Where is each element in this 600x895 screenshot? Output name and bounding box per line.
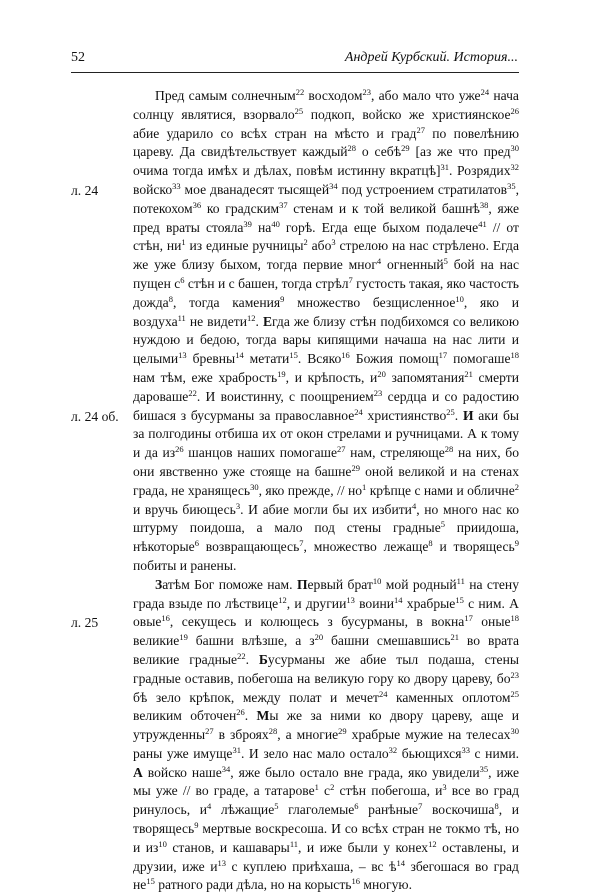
footnote-marker: 29: [338, 726, 347, 737]
text-run: , иже мы уже // во граде, а татарове: [133, 764, 519, 799]
text-run: лѣжащие: [211, 802, 275, 818]
text-run: .: [245, 651, 259, 667]
text-run: множество безщисленное: [284, 294, 456, 310]
margin-note-folio: л. 24: [71, 183, 99, 198]
text-run: бой на нас пущен с: [133, 257, 519, 291]
footnote-marker: 8: [168, 293, 173, 304]
text-run: из единые ручницы: [185, 238, 304, 254]
text-run: Пред самым солнечным: [155, 88, 296, 103]
text-run: , яко и воздуха: [133, 294, 519, 329]
text-run: атѣм Бог поможе нам.: [162, 576, 297, 592]
text-run: подкоп, войско же християнское: [303, 106, 511, 122]
footnote-marker: 5: [443, 256, 448, 267]
text-run: возвращающесь: [198, 539, 300, 555]
text-run: нам тѣм, еже храбрость: [133, 369, 278, 385]
footnote-marker: 39: [243, 218, 252, 229]
text-run: стенам и к той великой башнѣ: [287, 200, 480, 216]
footnote-marker: 15: [289, 350, 298, 361]
footnote-marker: 16: [161, 613, 170, 624]
text-run: , и другии: [286, 595, 347, 611]
footnote-marker: 6: [180, 274, 185, 285]
footnote-marker: 11: [177, 312, 186, 323]
text-run: // от стѣн, ни: [133, 219, 519, 254]
text-run: або: [307, 238, 332, 254]
text-run: густость такая, яко частость дожда: [133, 275, 520, 310]
text-run: , яко прежде, // но: [258, 482, 363, 498]
bold-initial: М: [256, 708, 270, 724]
footnote-marker: 26: [175, 444, 184, 455]
footnote-marker: 7: [418, 801, 423, 812]
margin-note-folio: л. 24 об.: [71, 409, 119, 424]
footnote-marker: 33: [461, 744, 470, 755]
text-run: воскочиша: [422, 802, 495, 818]
text-run: , и иже были у конех: [298, 839, 429, 855]
footnote-marker: 41: [478, 218, 487, 229]
footnote-marker: 12: [247, 312, 256, 323]
text-run: очима тогда имѣх и дѣлах, повѣм истинну вкратцѣ]: [133, 163, 441, 179]
bold-initial: Б: [258, 651, 268, 667]
footnote-marker: 3: [442, 782, 447, 793]
text-run: в зброях: [213, 727, 269, 743]
text-run: . Розрядих: [449, 163, 511, 179]
text-run: все во град ринулось, и: [133, 783, 519, 818]
text-run: нам, стреляюще: [345, 445, 445, 461]
footnote-marker: 6: [354, 801, 359, 812]
footnote-marker: 28: [347, 143, 357, 154]
footnote-marker: 40: [271, 218, 280, 229]
margin-note-folio: л. 25: [71, 615, 99, 630]
footnote-marker: 25: [446, 406, 455, 417]
footnote-marker: 24: [378, 688, 388, 699]
footnote-marker: 23: [510, 669, 519, 680]
footnote-marker: 38: [479, 199, 489, 210]
text-run: войско наше: [142, 764, 222, 780]
text-run: станов, и кашавары: [166, 839, 290, 855]
footnote-marker: 26: [236, 707, 245, 718]
paragraph: [133, 576, 519, 895]
footnote-marker: 32: [388, 744, 398, 755]
footnote-marker: 12: [278, 594, 287, 605]
footnote-marker: 14: [396, 857, 405, 868]
text-run: башни смешавшись: [323, 633, 451, 649]
text-run: збегошася во град не: [133, 858, 519, 893]
text-run: Божия помощ: [349, 351, 439, 367]
footnote-marker: 7: [348, 274, 353, 285]
footnote-marker: 13: [217, 857, 226, 868]
footnote-marker: 29: [351, 462, 360, 473]
footnote-marker: 20: [377, 368, 386, 379]
footnote-marker: 18: [510, 613, 519, 624]
text-run: [аз же что пред: [409, 144, 511, 160]
footnote-marker: 10: [455, 293, 464, 304]
bold-initial: Е: [262, 313, 273, 329]
footnote-marker: 37: [279, 199, 288, 210]
footnote-marker: 13: [178, 350, 187, 361]
footnote-marker: 15: [455, 594, 464, 605]
text-run: побиты и ранены.: [133, 557, 237, 573]
footnote-marker: 31: [440, 162, 450, 173]
text-run: мертвые воскресоша. И со всѣх стран не токмо тѣ, но и из: [133, 821, 519, 855]
text-run: храбрые: [402, 595, 456, 611]
text-run: глаголемые: [278, 802, 355, 818]
footnote-marker: 1: [362, 481, 367, 492]
text-run: на них, бо они явственно уже стояще на башне: [133, 445, 519, 479]
footnote-marker: 3: [331, 237, 336, 248]
footnote-marker: 9: [280, 293, 285, 304]
footnote-marker: 5: [440, 519, 445, 530]
footnote-marker: 14: [235, 350, 244, 361]
text-run: с: [318, 783, 331, 799]
text-run: . И абие могли бы их избити: [240, 501, 412, 517]
footnote-marker: 17: [464, 613, 473, 624]
footnote-marker: 36: [192, 199, 202, 210]
footnote-marker: 25: [294, 105, 304, 116]
text-run: о себѣ: [356, 144, 402, 160]
footnote-marker: 20: [314, 632, 324, 643]
footnote-marker: 4: [207, 801, 212, 812]
paragraph: [133, 87, 519, 576]
footnote-marker: 24: [354, 406, 363, 417]
footnote-marker: 9: [194, 820, 199, 831]
text-run: восходом: [304, 88, 363, 103]
text-run: с ним. А овые: [133, 595, 519, 630]
text-run: войско: [133, 181, 173, 197]
text-run: крѣпце с нами и обличне: [366, 482, 515, 498]
footnote-marker: 18: [510, 350, 519, 361]
text-run: , а многие: [277, 727, 339, 743]
text-run: помогаше: [447, 351, 511, 367]
bold-initial: З: [155, 576, 163, 592]
footnote-marker: 30: [510, 726, 519, 737]
footnote-marker: 11: [456, 575, 465, 586]
footnote-marker: 30: [250, 481, 259, 492]
footnote-marker: 9: [514, 538, 519, 549]
text-run: , тогда камения: [172, 294, 281, 310]
text-run: , и творящесь: [133, 802, 519, 837]
bold-initial: И: [462, 407, 474, 423]
text-run: оные: [472, 614, 511, 630]
text-run: оставлены, и друзии, иже и: [133, 839, 520, 874]
text-run: стѣн побегоша, и: [334, 783, 443, 799]
footnote-marker: 12: [428, 838, 437, 849]
text-run: башни влѣзше, а з: [187, 633, 315, 649]
footnote-marker: 22: [188, 387, 197, 398]
footnote-marker: 14: [394, 594, 403, 605]
footnote-marker: 2: [514, 481, 519, 492]
text-run: нача солнцу являтися, взорвало: [133, 88, 519, 122]
footnote-marker: 27: [416, 124, 425, 135]
text-run: сердца и со радостию бишася з бусурманы за православное: [133, 388, 519, 423]
text-run: .: [244, 708, 257, 724]
text-run: ранѣные: [358, 802, 419, 818]
text-run: великим обточен: [133, 708, 237, 724]
footnote-marker: 13: [346, 594, 355, 605]
text-run: , яже было остало вне града, яко увидели: [230, 764, 480, 780]
text-run: абие ударило со всѣх стран на мѣсто и град: [133, 125, 417, 141]
footnote-marker: 1: [314, 782, 319, 793]
footnote-marker: 34: [221, 763, 231, 774]
text-run: шанцов наших помогаше: [183, 445, 338, 461]
text-run: бревны: [186, 351, 236, 367]
bold-initial: П: [296, 576, 308, 592]
footnote-marker: 27: [337, 444, 346, 455]
footnote-marker: 25: [510, 688, 519, 699]
footnote-marker: 2: [330, 782, 335, 793]
footnote-marker: 28: [444, 444, 454, 455]
text-run: ко градским: [201, 200, 280, 216]
footnote-marker: 19: [179, 632, 188, 643]
text-run: оной великой и на стенах града, не хранящесь: [133, 463, 520, 498]
text-run: , и крѣпость, и: [285, 369, 378, 385]
footnote-marker: 5: [274, 801, 279, 812]
text-run: усурманы же абие тыл подаша, стены градные оставив, побегоша на великую гору ко двору цареву, бо: [133, 651, 519, 686]
text-run: раны уже имуще: [133, 745, 233, 761]
text-run: по повелѣнию цареву. Да свидѣтельствует каждый: [133, 125, 519, 160]
footnote-marker: 24: [480, 87, 490, 97]
footnote-marker: 8: [428, 538, 433, 549]
text-run: великие: [133, 633, 180, 649]
text-run: приидоша, нѣкоторые: [133, 520, 520, 555]
footnote-marker: 22: [295, 87, 305, 97]
text-run: , секущесь и колющесь з бусурманы, в вокна: [169, 614, 465, 630]
footnote-marker: 4: [411, 500, 417, 511]
footnote-marker: 17: [438, 350, 448, 361]
footnote-marker: 27: [205, 726, 214, 737]
text-run: во врата великие градные: [133, 633, 519, 667]
footnote-marker: 16: [351, 876, 360, 887]
text-run: , множество лежаще: [303, 539, 429, 555]
footnote-marker: 29: [401, 143, 410, 154]
text-run: . И воистинну, с поощрением: [196, 388, 374, 404]
footnote-marker: 21: [464, 368, 473, 379]
text-run: ы же за ними ко двору цареву, аще и утружденны: [133, 708, 519, 743]
text-run: храбрые мужие на телесах: [346, 727, 511, 743]
text-run: . И зело нас мало остало: [240, 745, 389, 761]
footnote-marker: 21: [450, 632, 459, 643]
footnote-marker: 2: [303, 237, 308, 248]
footnote-marker: 32: [510, 162, 519, 173]
text-run: стрелою на нас стрѣлено. Егда же уже близу быхом, тогда первие мног: [133, 238, 519, 273]
footnote-marker: 1: [181, 237, 186, 248]
text-run: горѣ. Егда еще быхом подалече: [279, 219, 479, 235]
footnote-marker: 28: [268, 726, 278, 737]
text-run: стѣн и с башен, тогда стрѣл: [184, 275, 349, 291]
footnote-marker: 7: [299, 538, 304, 549]
text-run: с куплею приѣхаша, – вс ѣ: [226, 858, 397, 874]
footnote-marker: 3: [235, 500, 241, 511]
text-run: , яже пред враты стояла: [133, 200, 519, 235]
footnote-marker: 11: [289, 838, 298, 849]
footnote-marker: 10: [372, 575, 382, 586]
footnote-marker: 33: [172, 180, 181, 191]
footnote-marker: 22: [237, 650, 246, 661]
footnote-marker: 23: [373, 387, 383, 398]
text-run: .: [454, 407, 463, 423]
footnote-marker: 16: [341, 350, 350, 361]
body-text: [133, 87, 519, 895]
text-run: и вручь биющесь: [133, 501, 236, 517]
footnote-marker: 30: [510, 143, 520, 154]
text-run: запомятания: [385, 369, 465, 385]
text-run: многую.: [359, 877, 412, 893]
footnote-marker: 31: [232, 744, 241, 755]
footnote-marker: 23: [362, 87, 371, 97]
text-run: каменных оплотом: [387, 689, 511, 705]
text-run: на стену града взыде по лѣствице: [133, 576, 519, 611]
footnote-marker: 8: [494, 801, 499, 812]
text-run: ратного ради дѣла, но на корысть: [154, 877, 352, 893]
header-rule: [71, 72, 519, 73]
running-title: Андрей Курбский. История...: [344, 50, 518, 65]
footnote-marker: 4: [376, 256, 382, 267]
text-run: , або мало что уже: [370, 88, 481, 103]
text-run: мое дванадесят тысящей: [180, 181, 330, 197]
text-run: смерти дароваше: [133, 369, 519, 404]
bold-initial: А: [133, 764, 143, 780]
text-run: огненный: [381, 257, 444, 273]
text-run: , но много нас ко штурму поидоша, а мало под стены градные: [133, 501, 519, 536]
page-number: 52: [71, 50, 85, 65]
text-run: . Всяко: [297, 351, 342, 367]
text-run: под устроением стратилатов: [337, 181, 508, 197]
footnote-marker: 34: [329, 180, 338, 191]
footnote-marker: 35: [507, 180, 516, 191]
text-run: с ними.: [469, 745, 519, 761]
text-run: метати: [243, 351, 290, 367]
text-run: аки бы за полгодины отбиша их от окон стрелами и ручницами. А к тому и да из: [133, 407, 519, 461]
footnote-marker: 6: [194, 538, 199, 549]
text-run: бѣ зело крѣпок, между полат и мечет: [133, 689, 379, 705]
text-run: бьющихся: [397, 745, 462, 761]
text-run: , потекохом: [133, 181, 519, 216]
text-run: мой родный: [381, 576, 457, 592]
text-run: и творящесь: [432, 539, 515, 555]
text-run: гда же близу стѣн подбихомся со великою нуждою и бедою, тогда вары кипящими начаша на нас лити и целыми: [133, 313, 520, 367]
text-run: ервый брат: [307, 576, 373, 592]
text-run: християнство: [362, 407, 447, 423]
text-run: .: [255, 313, 263, 329]
footnote-marker: 19: [277, 368, 286, 379]
footnote-marker: 15: [146, 876, 155, 887]
footnote-marker: 10: [158, 838, 167, 849]
text-run: воини: [354, 595, 395, 611]
text-run: на: [251, 219, 272, 235]
footnote-marker: 35: [479, 763, 489, 774]
text-run: не видети: [185, 313, 248, 329]
footnote-marker: 26: [510, 105, 519, 116]
